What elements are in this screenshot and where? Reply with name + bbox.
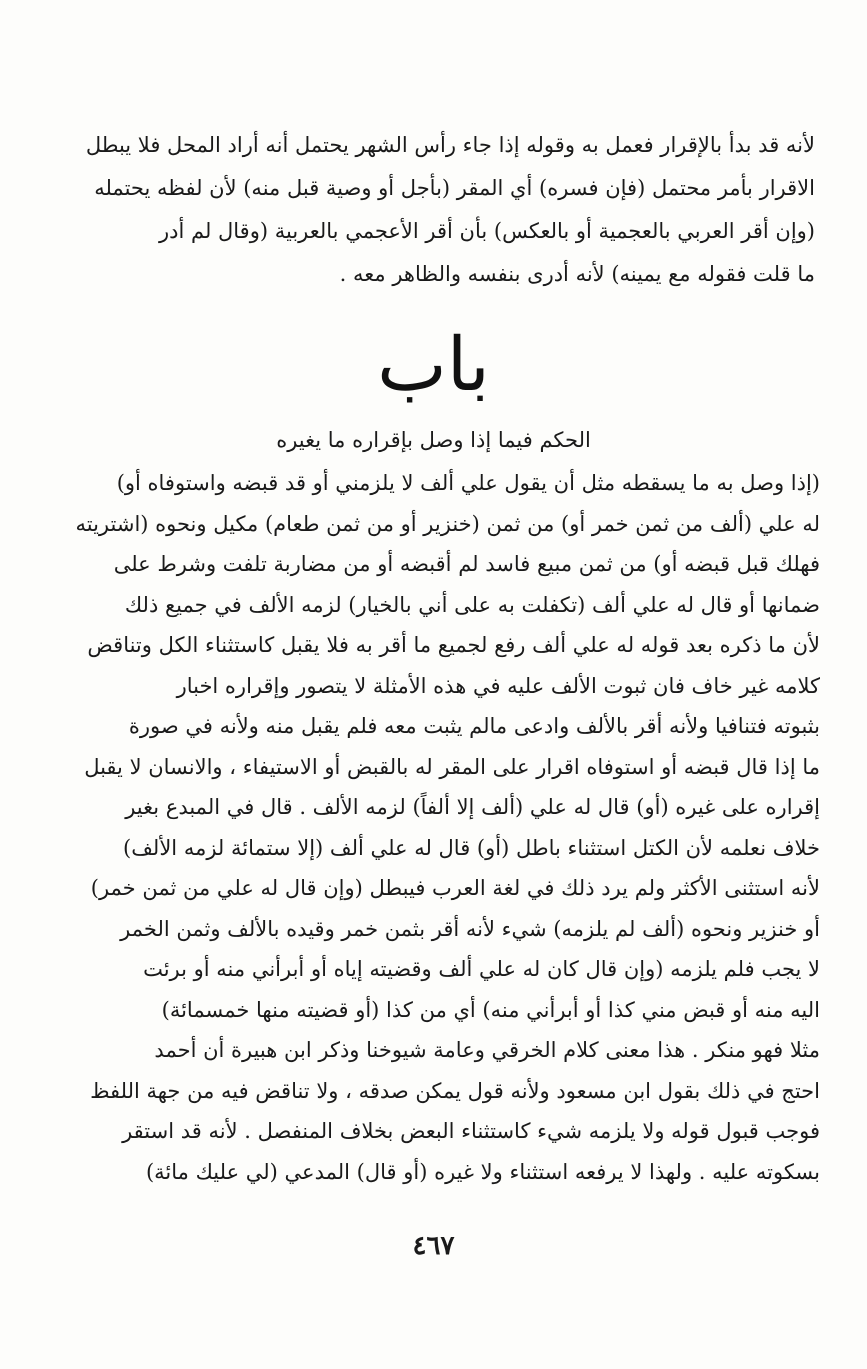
section-subtitle: الحكم فيما إذا وصل بإقراره ما يغيره (276, 428, 591, 452)
text-line: لا يجب فلم يلزمه (وإن قال كان له علي ألف وقضيته إياه أو أبرأني منه أو برئت (143, 957, 820, 981)
text-line: احتج في ذلك بقول ابن مسعود ولأنه قول يمكن صدقه ، ولا تناقض فيه من جهة اللفظ (90, 1078, 820, 1103)
text-line: مثلا فهو منكر . هذا معنى كلام الخرقي وعامة شيوخنا وذكر ابن هبيرة أن أحمد (154, 1038, 820, 1062)
intro-paragraph (55, 124, 815, 296)
text-line: فوجب قبول قوله ولا يلزمه شيء كاستثناء البعض بخلاف المنفصل . لأنه قد استقر (122, 1119, 820, 1143)
text-line: بثبوته فتنافيا ولأنه أقر بالألف وادعى مالم يثبت معه فلم يقبل منه ولأنه في صورة (128, 714, 820, 738)
text-line: أو خنزير ونحوه (ألف لم يلزمه) شيء لأنه أقر بثمن خمر وقيده بالألف وثمن الخمر (120, 916, 820, 941)
body-paragraph (48, 463, 820, 1192)
text-line: ضمانها أو قال له علي ألف (تكفلت به على أني بالخيار) لزمه الألف في جميع ذلك (124, 592, 820, 617)
text-line: إقراره على غيره (أو) قال له علي (ألف إلا ألفاً) لزمه الألف . قال في المبدع بغير (125, 795, 820, 819)
page-number: ٤٦٧ (412, 1231, 455, 1261)
text-line: (وإن أقر العربي بالعجمية أو بالعكس) بأن أقر الأعجمي بالعربية (وقال لم أدر (158, 219, 815, 243)
section-title: باب (377, 322, 490, 408)
text-line: بسكوته عليه . ولهذا لا يرفعه استثناء ولا غيره (أو قال) المدعي (لي عليك مائة) (145, 1159, 820, 1184)
text-line: (إذا وصل به ما يسقطه مثل أن يقول علي ألف لا يلزمني أو قد قبضه واستوفاه أو) (116, 471, 820, 495)
text-line: خلاف نعلمه لأن الكتل استثناء باطل (أو) قال له علي ألف (إلا ستمائة لزمه الألف) (123, 835, 820, 860)
text-line: له علي (ألف من ثمن خمر أو) من ثمن (خنزير أو من ثمن طعام) مكيل ونحوه (اشتريته (75, 511, 820, 536)
text-line: لأنه قد بدأ بالإقرار فعمل به وقوله إذا جاء رأس الشهر يحتمل أنه أراد المحل فلا يبطل (85, 133, 815, 157)
text-line: ما قلت فقوله مع يمينه) لأنه أدرى بنفسه والظاهر معه . (339, 262, 815, 286)
text-line: ما إذا قال قبضه أو استوفاه اقرار على المقر له بالقبض أو الاستيفاء ، والانسان لا يقبل (84, 754, 820, 779)
text-line: كلامه غير خاف فان ثبوت الألف عليه في هذه الأمثلة لا يتصور وإقراره اخبار (176, 673, 820, 698)
text-line: اليه منه أو قبض مني كذا أو أبرأني منه) أي من كذا (أو قضيته منها خمسمائة) (161, 997, 820, 1022)
text-line: الاقرار بأمر محتمل (فإن فسره) أي المقر (بأجل أو وصية قبل منه) لأن لفظه يحتمله (94, 176, 815, 200)
text-line: فهلك قبل قبضه أو) من ثمن مبيع فاسد لم أقبضه أو من مضاربة تلفت وشرط على (113, 552, 820, 576)
text-line: لأنه استثنى الأكثر ولم يرد ذلك في لغة العرب فيبطل (وإن قال له علي من ثمن خمر) (90, 876, 820, 900)
text-line: لأن ما ذكره بعد قوله له علي ألف رفع لجميع ما أقر به فلا يقبل كاستثناء الكل وتناقض (87, 633, 820, 657)
